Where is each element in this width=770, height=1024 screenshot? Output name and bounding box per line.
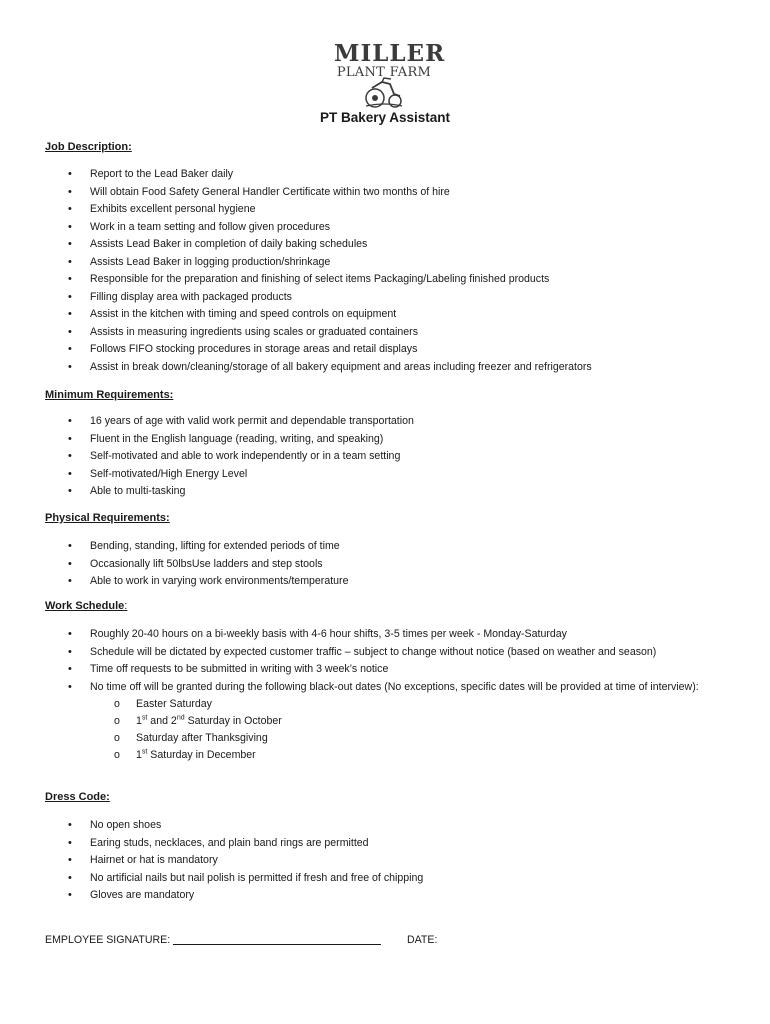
list-item-text: 16 years of age with valid work permit and dependable transportation [90, 415, 414, 427]
list-item [0, 359, 592, 377]
bullet-icon: • [68, 432, 72, 445]
dress-code-heading: Dress Code: [45, 791, 110, 803]
list-item [0, 626, 730, 644]
list-item-text: Hairnet or hat is mandatory [90, 854, 218, 866]
physical-requirements-heading: Physical Requirements: [45, 512, 170, 524]
list-item-text: Able to multi-tasking [90, 485, 186, 497]
list-item-text: Earing studs, necklaces, and plain band rings are permitted [90, 836, 369, 849]
list-item [0, 887, 423, 905]
bullet-icon: • [68, 308, 72, 320]
list-item-text: Schedule will be dictated by expected customer traffic – subject to change without notice (based on weather and season) [90, 645, 657, 658]
list-item-text: Saturday in October [184, 715, 282, 727]
list-item [0, 201, 592, 219]
job-description-list [0, 166, 592, 376]
job-description-heading: Job Description: [45, 141, 132, 153]
employee-signature-label: EMPLOYEE SIGNATURE: [45, 934, 174, 946]
list-item [0, 852, 423, 870]
bullet-icon: • [68, 871, 72, 884]
list-item-text: Responsible for the preparation and finishing of select items Packaging/Labeling finished products [90, 273, 550, 285]
list-item [0, 466, 414, 484]
list-item [0, 483, 414, 501]
list-item-text: Assists Lead Baker in completion of daily baking schedules [90, 238, 368, 250]
list-item [0, 289, 592, 307]
list-item-text: Exhibits excellent personal hygiene [90, 203, 256, 215]
list-item [0, 184, 592, 202]
bullet-icon: • [68, 450, 72, 462]
list-item [0, 644, 730, 662]
bullet-icon: • [68, 540, 72, 552]
miller-plant-farm-logo [334, 40, 446, 110]
bullet-icon: • [68, 203, 72, 215]
bullet-icon: • [68, 255, 72, 268]
employee-signature-field[interactable] [173, 934, 381, 945]
employee-signature [45, 934, 381, 946]
list-item [0, 556, 348, 574]
sub-bullet-icon: o [114, 732, 120, 744]
bullet-icon: • [68, 557, 72, 570]
list-item-text: Follows FIFO stocking procedures in storage areas and retail displays [90, 343, 418, 355]
list-item-text: Roughly 20-40 hours on a bi-weekly basis with 4-6 hour shifts, 3-5 times per week - Monday-Saturday [90, 628, 567, 640]
logo-line-1: MILLER [334, 40, 446, 67]
document-title: PT Bakery Assistant [319, 110, 451, 125]
bullet-icon: • [68, 680, 72, 693]
list-item-text: Assists in measuring ingredients using scales or graduated containers [90, 325, 418, 338]
work-schedule-heading [45, 600, 127, 612]
list-item-text: Assists Lead Baker in logging production/shrinkage [90, 255, 331, 268]
list-item [0, 413, 414, 431]
list-item [0, 679, 730, 765]
list-item-text: Work in a team setting and follow given procedures [90, 220, 331, 233]
list-item [0, 306, 592, 324]
list-item [0, 166, 592, 184]
bullet-icon: • [68, 628, 72, 640]
physical-requirements-list [0, 538, 348, 591]
list-item [0, 431, 414, 449]
bullet-icon: • [68, 415, 72, 427]
list-item-text: Easter Saturday [136, 698, 212, 710]
logo-line-2: PLANT FARM [336, 65, 432, 80]
list-item-text: st [141, 748, 148, 756]
list-item-text: No time off will be granted during the following black-out dates (No exceptions, specific dates will be provided at time of interview): [90, 680, 699, 693]
list-item [0, 271, 592, 289]
bullet-icon: • [68, 290, 72, 303]
bullet-icon: • [68, 360, 72, 373]
list-item [0, 835, 423, 853]
date-label: DATE: [407, 934, 438, 946]
work-schedule-list [0, 626, 730, 764]
bullet-icon: • [68, 645, 72, 658]
bullet-icon: • [68, 343, 72, 355]
work-schedule-heading-colon: : [124, 600, 128, 612]
list-item [0, 661, 730, 679]
list-item-text: nd [176, 714, 185, 722]
dress-code-list [0, 817, 423, 905]
sub-bullet-icon: o [114, 715, 120, 727]
list-item-text: Saturday in December [147, 749, 256, 761]
blackout-date-item [0, 696, 730, 713]
bullet-icon: • [68, 325, 72, 338]
blackout-date-item [0, 747, 730, 764]
bullet-icon: • [68, 185, 72, 198]
list-item [0, 573, 348, 591]
list-item-text: Occasionally lift 50lbsUse ladders and step stools [90, 557, 323, 570]
bullet-icon: • [68, 663, 72, 675]
bullet-icon: • [68, 485, 72, 497]
list-item-text: Filling display area with packaged products [90, 290, 292, 303]
list-item [0, 817, 423, 835]
bullet-icon: • [68, 889, 72, 901]
list-item [0, 254, 592, 272]
list-item-text: Assist in break down/cleaning/storage of all bakery equipment and areas including freezer and refrigerators [90, 360, 592, 373]
list-item-text: Fluent in the English language (reading, writing, and speaking) [90, 432, 384, 445]
list-item-text: Self-motivated and able to work independently or in a team setting [90, 450, 401, 462]
bullet-icon: • [68, 836, 72, 849]
list-item [0, 324, 592, 342]
sub-bullet-icon: o [114, 749, 120, 761]
list-item [0, 236, 592, 254]
list-item-text: 1 [136, 749, 142, 761]
bullet-icon: • [68, 854, 72, 866]
list-item-text: No artificial nails but nail polish is permitted if fresh and free of chipping [90, 871, 424, 884]
list-item [0, 448, 414, 466]
signature-date [407, 934, 437, 946]
list-item [0, 870, 423, 888]
list-item-text: and 2 [147, 715, 177, 727]
bullet-icon: • [68, 273, 72, 285]
bullet-icon: • [68, 168, 72, 180]
list-item-text: Time off requests to be submitted in writing with 3 week’s notice [90, 663, 389, 675]
list-item [0, 219, 592, 237]
blackout-date-item [0, 730, 730, 747]
work-schedule-heading-text: Work Schedule [45, 600, 125, 612]
bullet-icon: • [68, 467, 72, 480]
bullet-icon: • [68, 575, 72, 587]
sub-bullet-icon: o [114, 698, 120, 710]
list-item-text: Will obtain Food Safety General Handler Certificate within two months of hire [90, 185, 450, 198]
list-item-text: Gloves are mandatory [90, 889, 195, 901]
blackout-date-item [0, 713, 730, 730]
bullet-icon: • [68, 238, 72, 250]
list-item-text: Assist in the kitchen with timing and speed controls on equipment [90, 308, 397, 320]
blackout-dates-list [0, 696, 730, 764]
bullet-icon: • [68, 819, 72, 831]
list-item [0, 341, 592, 359]
list-item-text: st [141, 714, 148, 722]
list-item-text: Report to the Lead Baker daily [90, 168, 234, 180]
list-item-text: Saturday after Thanksgiving [136, 732, 268, 744]
list-item-text: 1 [136, 715, 142, 727]
list-item-text: Able to work in varying work environments/temperature [90, 575, 349, 587]
list-item-text: Self-motivated/High Energy Level [90, 467, 248, 480]
list-item-text: Bending, standing, lifting for extended periods of time [90, 540, 340, 552]
tractor-icon [364, 76, 404, 110]
bullet-icon: • [68, 220, 72, 233]
minimum-requirements-heading: Minimum Requirements: [45, 389, 174, 401]
list-item-text: No open shoes [90, 819, 162, 831]
list-item [0, 538, 348, 556]
minimum-requirements-list [0, 413, 414, 501]
